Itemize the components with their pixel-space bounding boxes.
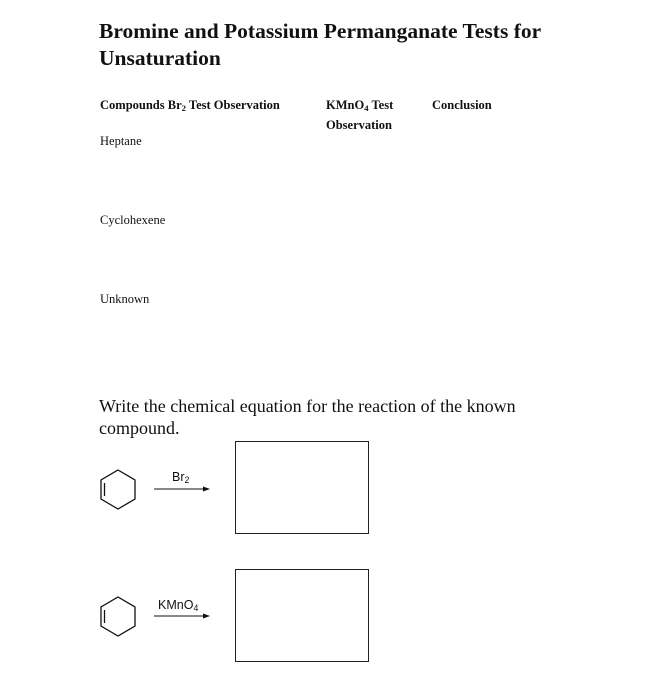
- product-answer-box-1[interactable]: [235, 441, 369, 534]
- header-compounds: Compounds: [100, 98, 165, 112]
- cyclohexene-structure-1: [101, 470, 135, 509]
- product-answer-box-2[interactable]: [235, 569, 369, 662]
- page-title: Bromine and Potassium Permanganate Tests for Unsaturation: [99, 19, 541, 70]
- header-conclusion: Conclusion: [432, 98, 492, 112]
- header-br2-suffix: Test Observation: [186, 98, 280, 112]
- row-heptane: Heptane: [100, 134, 142, 148]
- arrow-head-1: [203, 487, 210, 492]
- reagent-br2: [172, 470, 189, 485]
- arrow-head-2: [203, 614, 210, 619]
- reagent-kmno4-base: KMnO: [158, 598, 194, 612]
- reagent-br2-sub: 2: [184, 475, 190, 485]
- header-kmno4-prefix: KMnO: [326, 98, 365, 112]
- header-br2-sub: 2: [181, 103, 187, 113]
- reagent-br2-base: Br: [172, 470, 185, 484]
- row-unknown: Unknown: [100, 292, 150, 306]
- reagent-kmno4: [158, 598, 198, 613]
- header-kmno4-suffix: Test: [368, 98, 394, 112]
- header-kmno4-line2: Observation: [326, 118, 392, 132]
- equation-prompt: Write the chemical equation for the reaction of the known compound.: [99, 396, 516, 438]
- header-br2-prefix: Br: [167, 98, 182, 112]
- reagent-kmno4-sub: 4: [193, 603, 199, 613]
- header-kmno4-sub: 4: [364, 103, 369, 113]
- cyclohexene-structure-2: [101, 597, 135, 636]
- row-cyclohexene: Cyclohexene: [100, 213, 166, 227]
